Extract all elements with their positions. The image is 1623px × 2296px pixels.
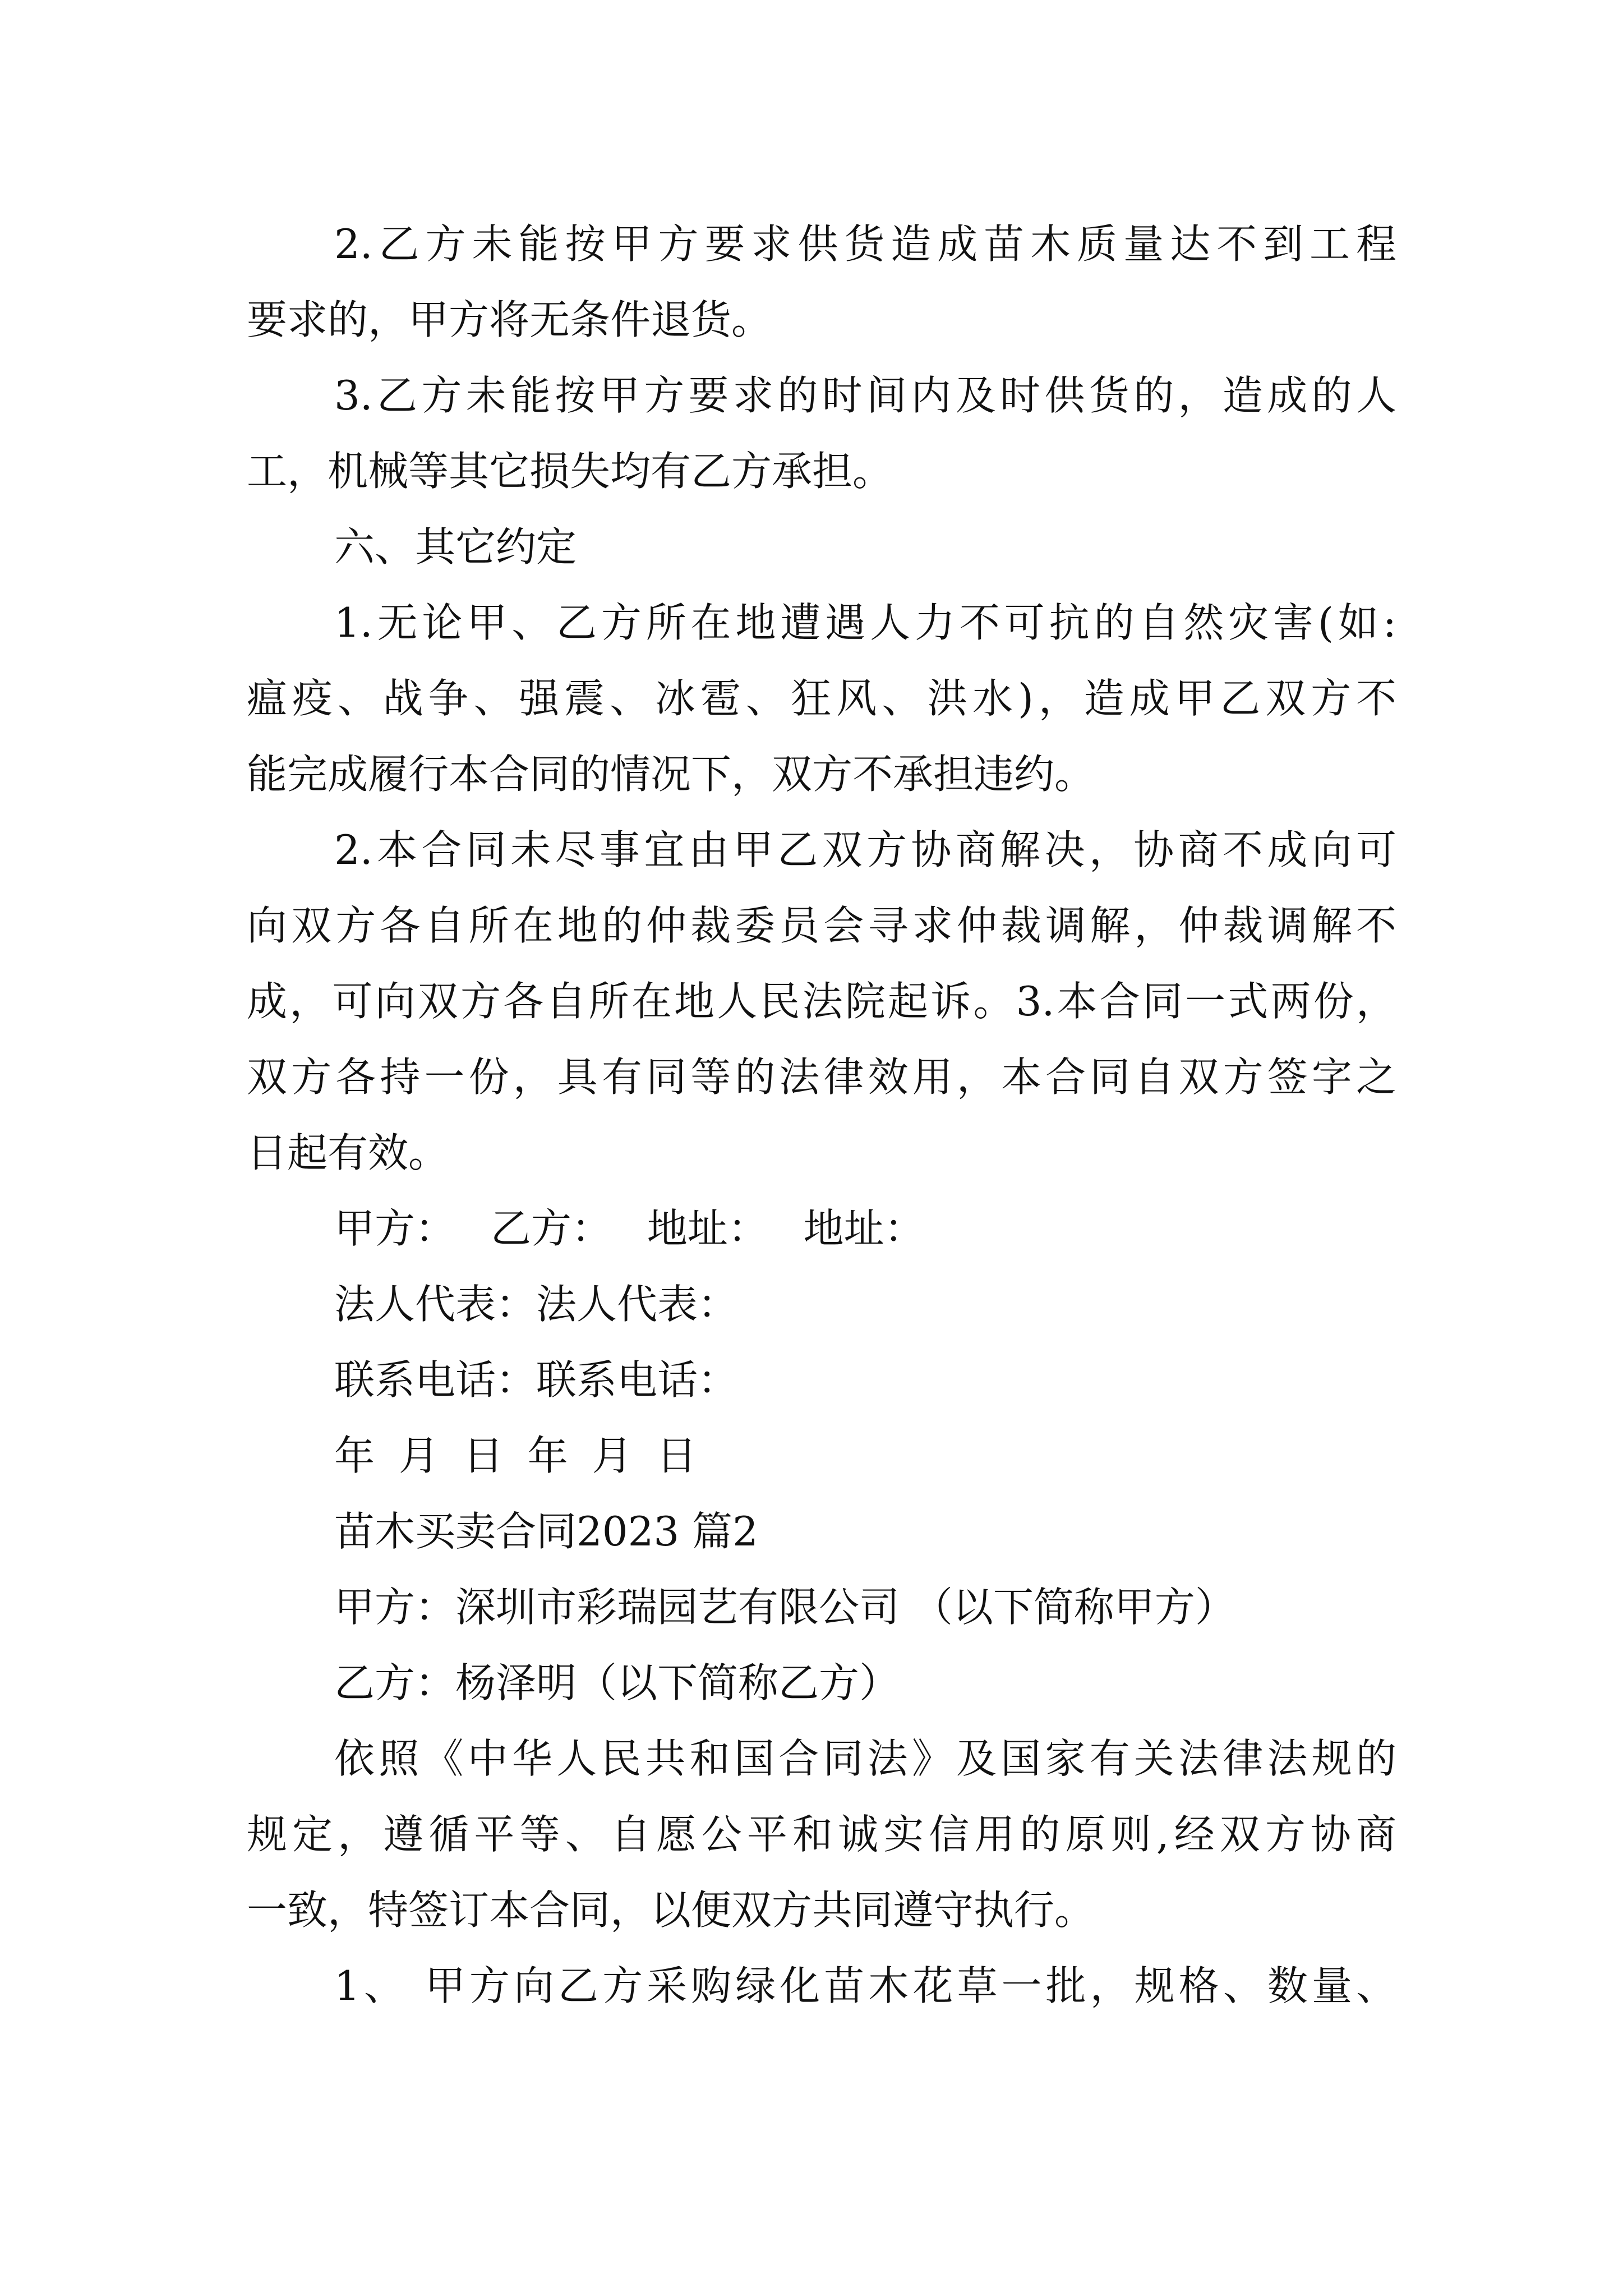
text-line: 日起有效。: [247, 1129, 449, 1176]
text-line: 1、 甲方向乙方采购绿化苗木花草一批，规格、数量、: [334, 1962, 1396, 2009]
text-line: 一致，特签订本合同，以便双方共同遵守执行。: [247, 1887, 1095, 1934]
contact-phone-line: 联系电话：联系电话：: [334, 1356, 739, 1404]
text-line: 要求的，甲方将无条件退货。: [247, 296, 772, 343]
text-line: 能完成履行本合同的情况下，双方不承担违约。: [247, 751, 1095, 798]
text-line: 双方各持一份，具有同等的法律效用，本合同自双方签字之: [247, 1053, 1396, 1101]
text-line: 2.本合同未尽事宜由甲乙双方协商解决，协商不成向可: [334, 826, 1396, 873]
text-line: 2.乙方未能按甲方要求供货造成苗木质量达不到工程: [334, 220, 1396, 268]
text-line: 依照《中华人民共和国合同法》及国家有关法律法规的: [334, 1735, 1396, 1782]
text-line: 向双方各自所在地的仲裁委员会寻求仲裁调解，仲裁调解不: [247, 902, 1396, 949]
signature-party-line: 甲方： 乙方： 地址： 地址：: [334, 1205, 925, 1252]
text-line: 瘟疫、战争、强震、冰雹、狂风、洪水)，造成甲乙双方不: [247, 675, 1396, 722]
text-line: 成，可向双方各自所在地人民法院起诉。3.本合同一式两份，: [247, 978, 1396, 1025]
contract-title: 苗木买卖合同2023 篇2: [334, 1508, 758, 1555]
text-line: 1.无论甲、乙方所在地遭遇人力不可抗的自然灾害(如:: [334, 599, 1396, 646]
text-line: 工，机械等其它损失均有乙方承担。: [247, 448, 893, 495]
section-heading: 六、其它约定: [334, 523, 577, 570]
text-line: 3.乙方未能按甲方要求的时间内及时供货的，造成的人: [334, 372, 1396, 419]
date-line: 年 月 日 年 月 日: [334, 1432, 697, 1479]
party-a-line: 甲方：深圳市彩瑞园艺有限公司 （以下简称甲方）: [334, 1584, 1235, 1631]
party-b-line: 乙方：杨泽明（以下简称乙方）: [334, 1659, 900, 1706]
text-line: 规定，遵循平等、自愿公平和诚实信用的原则,经双方协商: [247, 1811, 1396, 1858]
legal-representative-line: 法人代表：法人代表：: [334, 1281, 739, 1328]
